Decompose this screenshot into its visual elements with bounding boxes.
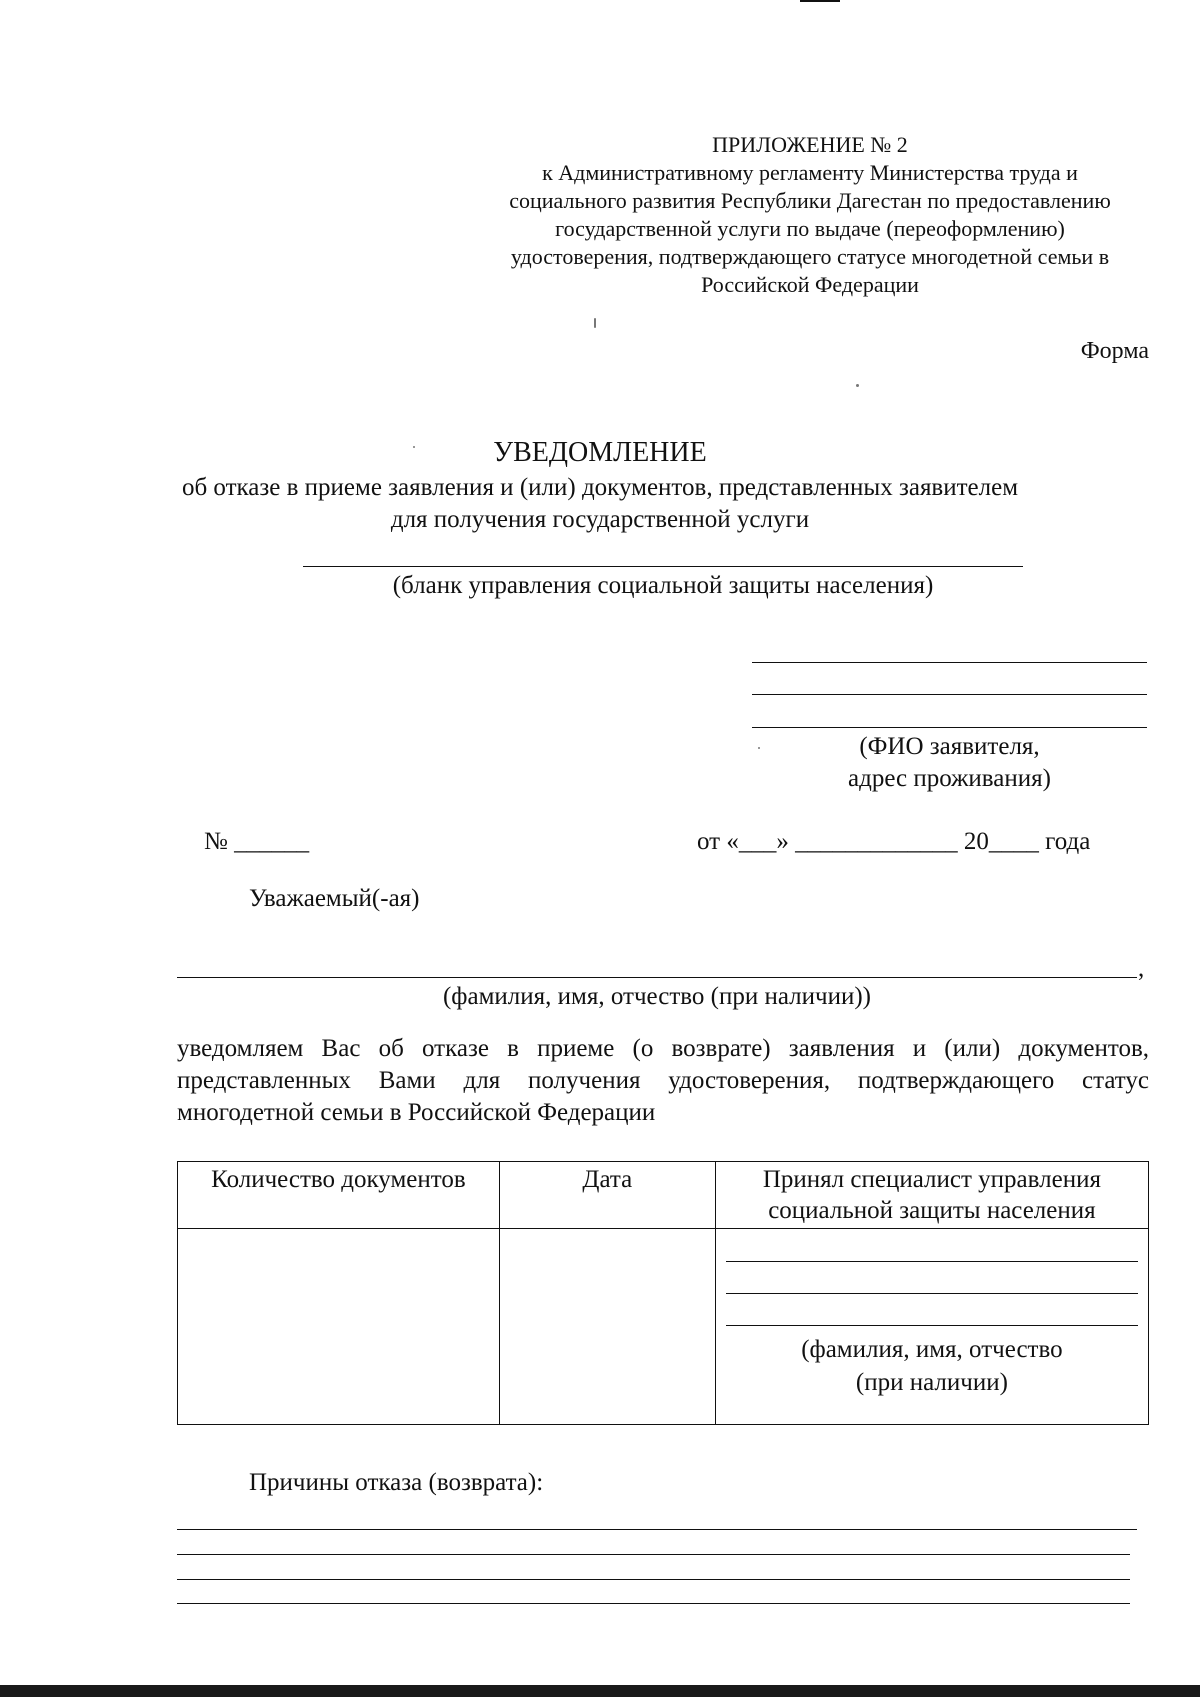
reasons-line-2 [177,1554,1130,1555]
header-specialist: Принял специалист управления социальной защиты населения [715,1162,1148,1229]
greeting: Уважаемый(-ая) [249,885,420,912]
signature-caption-line: (фамилия, имя, отчество [801,1336,1063,1363]
scan-mark-top [800,0,840,2]
document-title: УВЕДОМЛЕНИЕ [493,437,707,468]
signature-caption [716,1333,1148,1399]
recipient-name-caption: (фамилия, имя, отчество (при наличии)) [442,983,872,1010]
signature-line-3 [726,1325,1138,1326]
header-documents-count: Количество документов [178,1162,500,1229]
recipient-name-line [177,977,1137,978]
scan-speck [758,747,760,749]
appendix-line: Российской Федерации [701,272,919,297]
signature-line-2 [726,1293,1138,1294]
form-label: Форма [1080,338,1149,364]
subtitle-line: для получения государственной услуги [390,506,810,533]
appendix-line: государственной услуги по выдаче (переоформлению) [555,216,1065,241]
reasons-line-4 [177,1603,1130,1604]
applicant-caption-line: (ФИО заявителя, [859,733,1040,760]
table-row [178,1229,1149,1425]
applicant-line-3 [752,727,1147,728]
reasons-label: Причины отказа (возврата): [249,1469,544,1496]
name-line-comma: , [1138,955,1145,982]
table-header-row [178,1162,1149,1229]
scan-bottom-edge [0,1685,1200,1697]
appendix-header [470,131,1150,299]
applicant-line-1 [752,662,1147,663]
documents-table [177,1161,1149,1425]
appendix-line: социального развития Республики Дагестан по предоставлению [509,188,1111,213]
signature-caption-line: (при наличии) [855,1369,1008,1396]
reasons-line-3 [177,1579,1130,1580]
document-date-field: от «___» _____________ 20____ года [697,828,1091,855]
header-date: Дата [499,1162,715,1229]
signature-line-1 [726,1261,1138,1262]
appendix-line: к Административному регламенту Министерства труда и [542,160,1078,185]
notice-paragraph: уведомляем Вас об отказе в приеме (о возврате) заявления и (или) документов, представленных Вами для получения удостоверения, подтверждающего статус многодетной семьи в Российской Федерации [177,1035,1149,1126]
blank-authority-line [303,566,1023,567]
document-subtitle [150,472,1050,536]
scan-speck [413,446,415,448]
blank-authority-caption: (бланк управления социальной защиты населения) [392,572,934,599]
document-number-field: № ______ [204,828,310,855]
scan-speck [856,384,859,387]
scan-speck [594,318,596,328]
applicant-caption [752,731,1147,795]
signature-block [716,1229,1148,1424]
applicant-caption-line: адрес проживания) [848,765,1051,792]
appendix-line: удостоверения, подтверждающего статусе многодетной семьи в [510,244,1110,269]
date-cell [499,1229,715,1425]
reasons-line-1 [177,1529,1137,1530]
documents-count-cell [178,1229,500,1425]
appendix-number: ПРИЛОЖЕНИЕ № 2 [712,132,908,157]
applicant-line-2 [752,694,1147,695]
specialist-signature-cell [715,1229,1148,1425]
subtitle-line: об отказе в приеме заявления и (или) документов, представленных заявителем [181,474,1019,501]
